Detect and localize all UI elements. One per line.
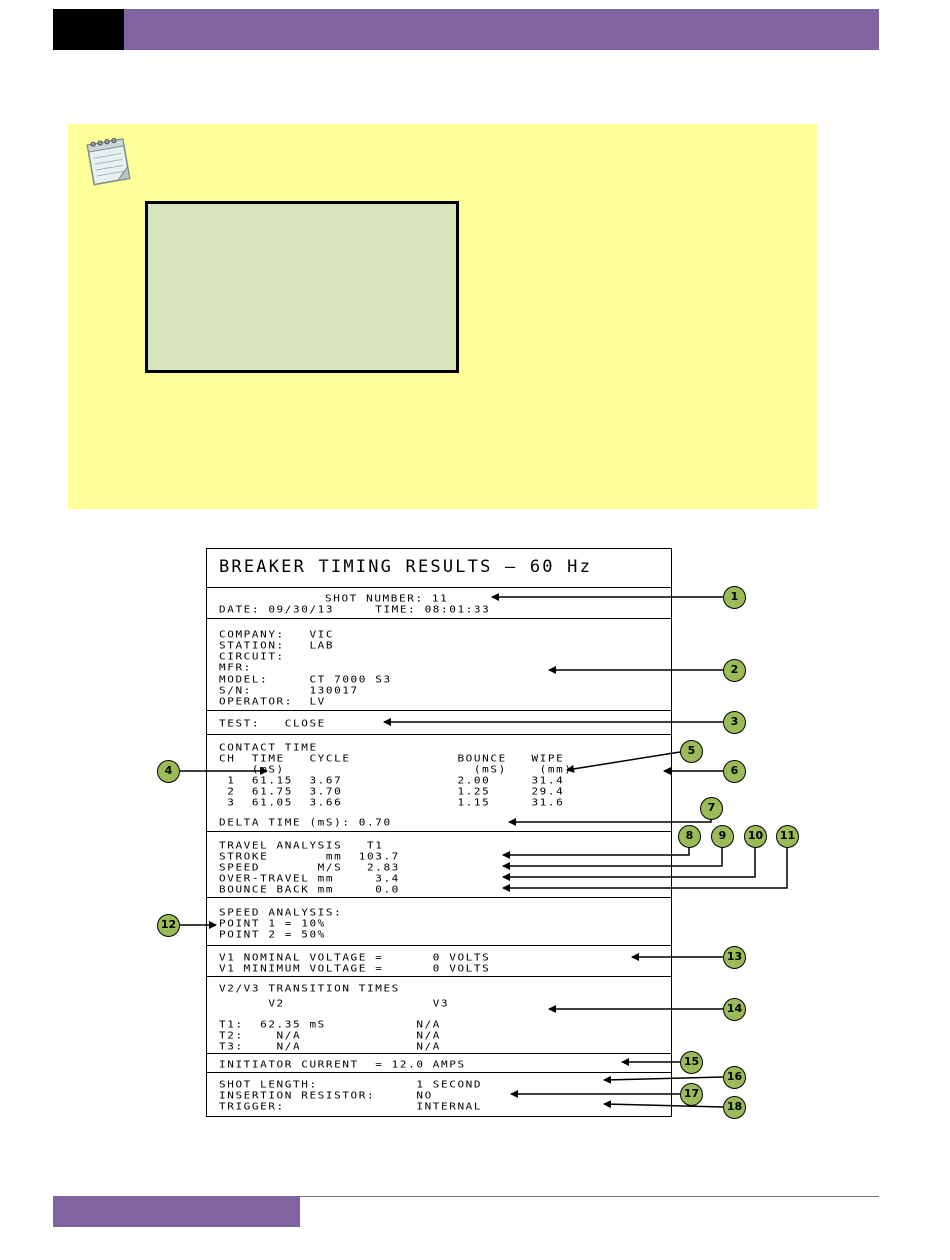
divider [207,1072,671,1073]
divider [207,976,671,977]
printout-title: BREAKER TIMING RESULTS – 60 Hz [219,557,593,577]
shot-number: SHOT NUMBER: 11 [325,592,449,605]
info-station: STATION: LAB [219,639,335,652]
lcd-display [145,201,459,373]
divider [207,945,671,946]
travel-stroke: STROKE mm 103.7 [219,850,400,863]
callout-11: 11 [776,825,799,848]
divider [207,831,671,832]
contact-time-heading: CONTACT TIME [219,741,318,754]
footer-bar [53,1196,300,1227]
callout-5: 5 [680,740,703,763]
contact-row: 3 61.05 3.66 1.15 31.6 [219,796,565,809]
header-black-tab [53,9,124,50]
travel-speed: SPEED M/S 2.83 [219,861,400,874]
divider [207,618,671,619]
callout-10: 10 [744,825,767,848]
travel-heading: TRAVEL ANALYSIS T1 [219,839,384,852]
callout-18: 18 [723,1096,746,1119]
callout-13: 13 [723,946,746,969]
callout-12: 12 [157,914,180,937]
callout-2: 2 [723,659,746,682]
info-operator: OPERATOR: LV [219,695,326,708]
insertion-resistor: INSERTION RESISTOR: NO [219,1089,433,1102]
info-mfr: MFR: [219,661,252,674]
divider [207,587,671,588]
callout-7: 7 [700,797,723,820]
contact-row: 1 61.15 3.67 2.00 31.4 [219,774,565,787]
divider [207,1053,671,1054]
speed-point-2: POINT 2 = 50% [219,928,326,941]
travel-bounce-back: BOUNCE BACK mm 0.0 [219,883,400,896]
callout-15: 15 [680,1051,703,1074]
callout-9: 9 [711,825,734,848]
shot-length: SHOT LENGTH: 1 SECOND [219,1078,483,1091]
delta-time: DELTA TIME (mS): 0.70 [219,816,392,829]
contact-time-header: CH TIME CYCLE BOUNCE WIPE [219,752,565,765]
voltage-minimum: V1 MINIMUM VOLTAGE = 0 VOLTS [219,962,491,975]
speed-analysis-heading: SPEED ANALYSIS: [219,906,343,919]
callout-4: 4 [157,760,180,783]
info-model: MODEL: CT 7000 S3 [219,673,392,686]
callout-16: 16 [723,1066,746,1089]
callout-1: 1 [723,586,746,609]
transition-columns: V2 V3 [219,997,450,1010]
callout-17: 17 [680,1083,703,1106]
initiator-current: INITIATOR CURRENT = 12.0 AMPS [219,1058,466,1071]
transition-heading: V2/V3 TRANSITION TIMES [219,982,400,995]
timing-results-printout [206,548,672,1117]
callout-3: 3 [723,711,746,734]
contact-row: 2 61.75 3.70 1.25 29.4 [219,785,565,798]
speed-point-1: POINT 1 = 10% [219,917,326,930]
voltage-nominal: V1 NOMINAL VOLTAGE = 0 VOLTS [219,951,491,964]
divider [207,710,671,711]
transition-row: T1: 62.35 mS N/A [219,1018,442,1031]
info-company: COMPANY: VIC [219,628,335,641]
callout-6: 6 [723,760,746,783]
info-serial: S/N: 130017 [219,684,359,697]
date-time: DATE: 09/30/13 TIME: 08:01:33 [219,603,491,616]
travel-over-travel: OVER-TRAVEL mm 3.4 [219,872,400,885]
callout-14: 14 [723,998,746,1021]
transition-row: T2: N/A N/A [219,1029,442,1042]
callout-8: 8 [678,825,701,848]
transition-row: T3: N/A N/A [219,1040,442,1053]
note-box [68,124,817,509]
notepad-icon [76,130,138,188]
test-type: TEST: CLOSE [219,717,326,730]
footer-rule [300,1196,879,1197]
header-bar [124,9,879,50]
info-circuit: CIRCUIT: [219,650,285,663]
divider [207,734,671,735]
trigger: TRIGGER: INTERNAL [219,1100,483,1113]
divider [207,897,671,898]
contact-time-units: (mS) (mS) (mm) [219,763,573,776]
